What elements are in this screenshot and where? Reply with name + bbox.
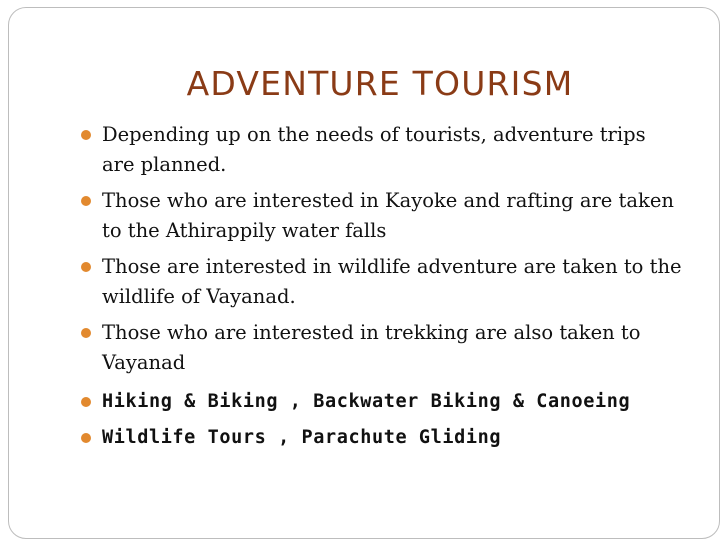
bullet-item-emphasis — [78, 420, 683, 456]
bullet-item-emphasis — [78, 384, 683, 420]
bullet-item — [78, 252, 683, 312]
bullet-text: Those who are interested in Kayoke and rafting are taken to the Athirappily water falls — [102, 189, 674, 242]
bullet-text: Hiking & Biking , Backwater Biking & Canoeing — [102, 391, 631, 412]
bullet-marker-icon — [81, 130, 91, 140]
bullet-marker-icon — [81, 196, 91, 206]
bullet-marker-icon — [81, 433, 91, 443]
bullet-marker-icon — [81, 397, 91, 407]
bullet-text: Wildlife Tours , Parachute Gliding — [102, 427, 502, 448]
bullet-marker-icon — [81, 262, 91, 272]
bullet-list — [78, 120, 683, 456]
bullet-item — [78, 120, 683, 180]
bullet-item — [78, 318, 683, 378]
bullet-text: Those who are interested in trekking are also taken to Vayanad — [102, 321, 641, 374]
bullet-text: Those are interested in wildlife adventure are taken to the wildlife of Vayanad. — [102, 255, 682, 308]
bullet-item — [78, 186, 683, 246]
bullet-marker-icon — [81, 328, 91, 338]
bullet-text: Depending up on the needs of tourists, adventure trips are planned. — [102, 123, 646, 176]
slide-title: ADVENTURE TOURISM — [186, 64, 574, 103]
